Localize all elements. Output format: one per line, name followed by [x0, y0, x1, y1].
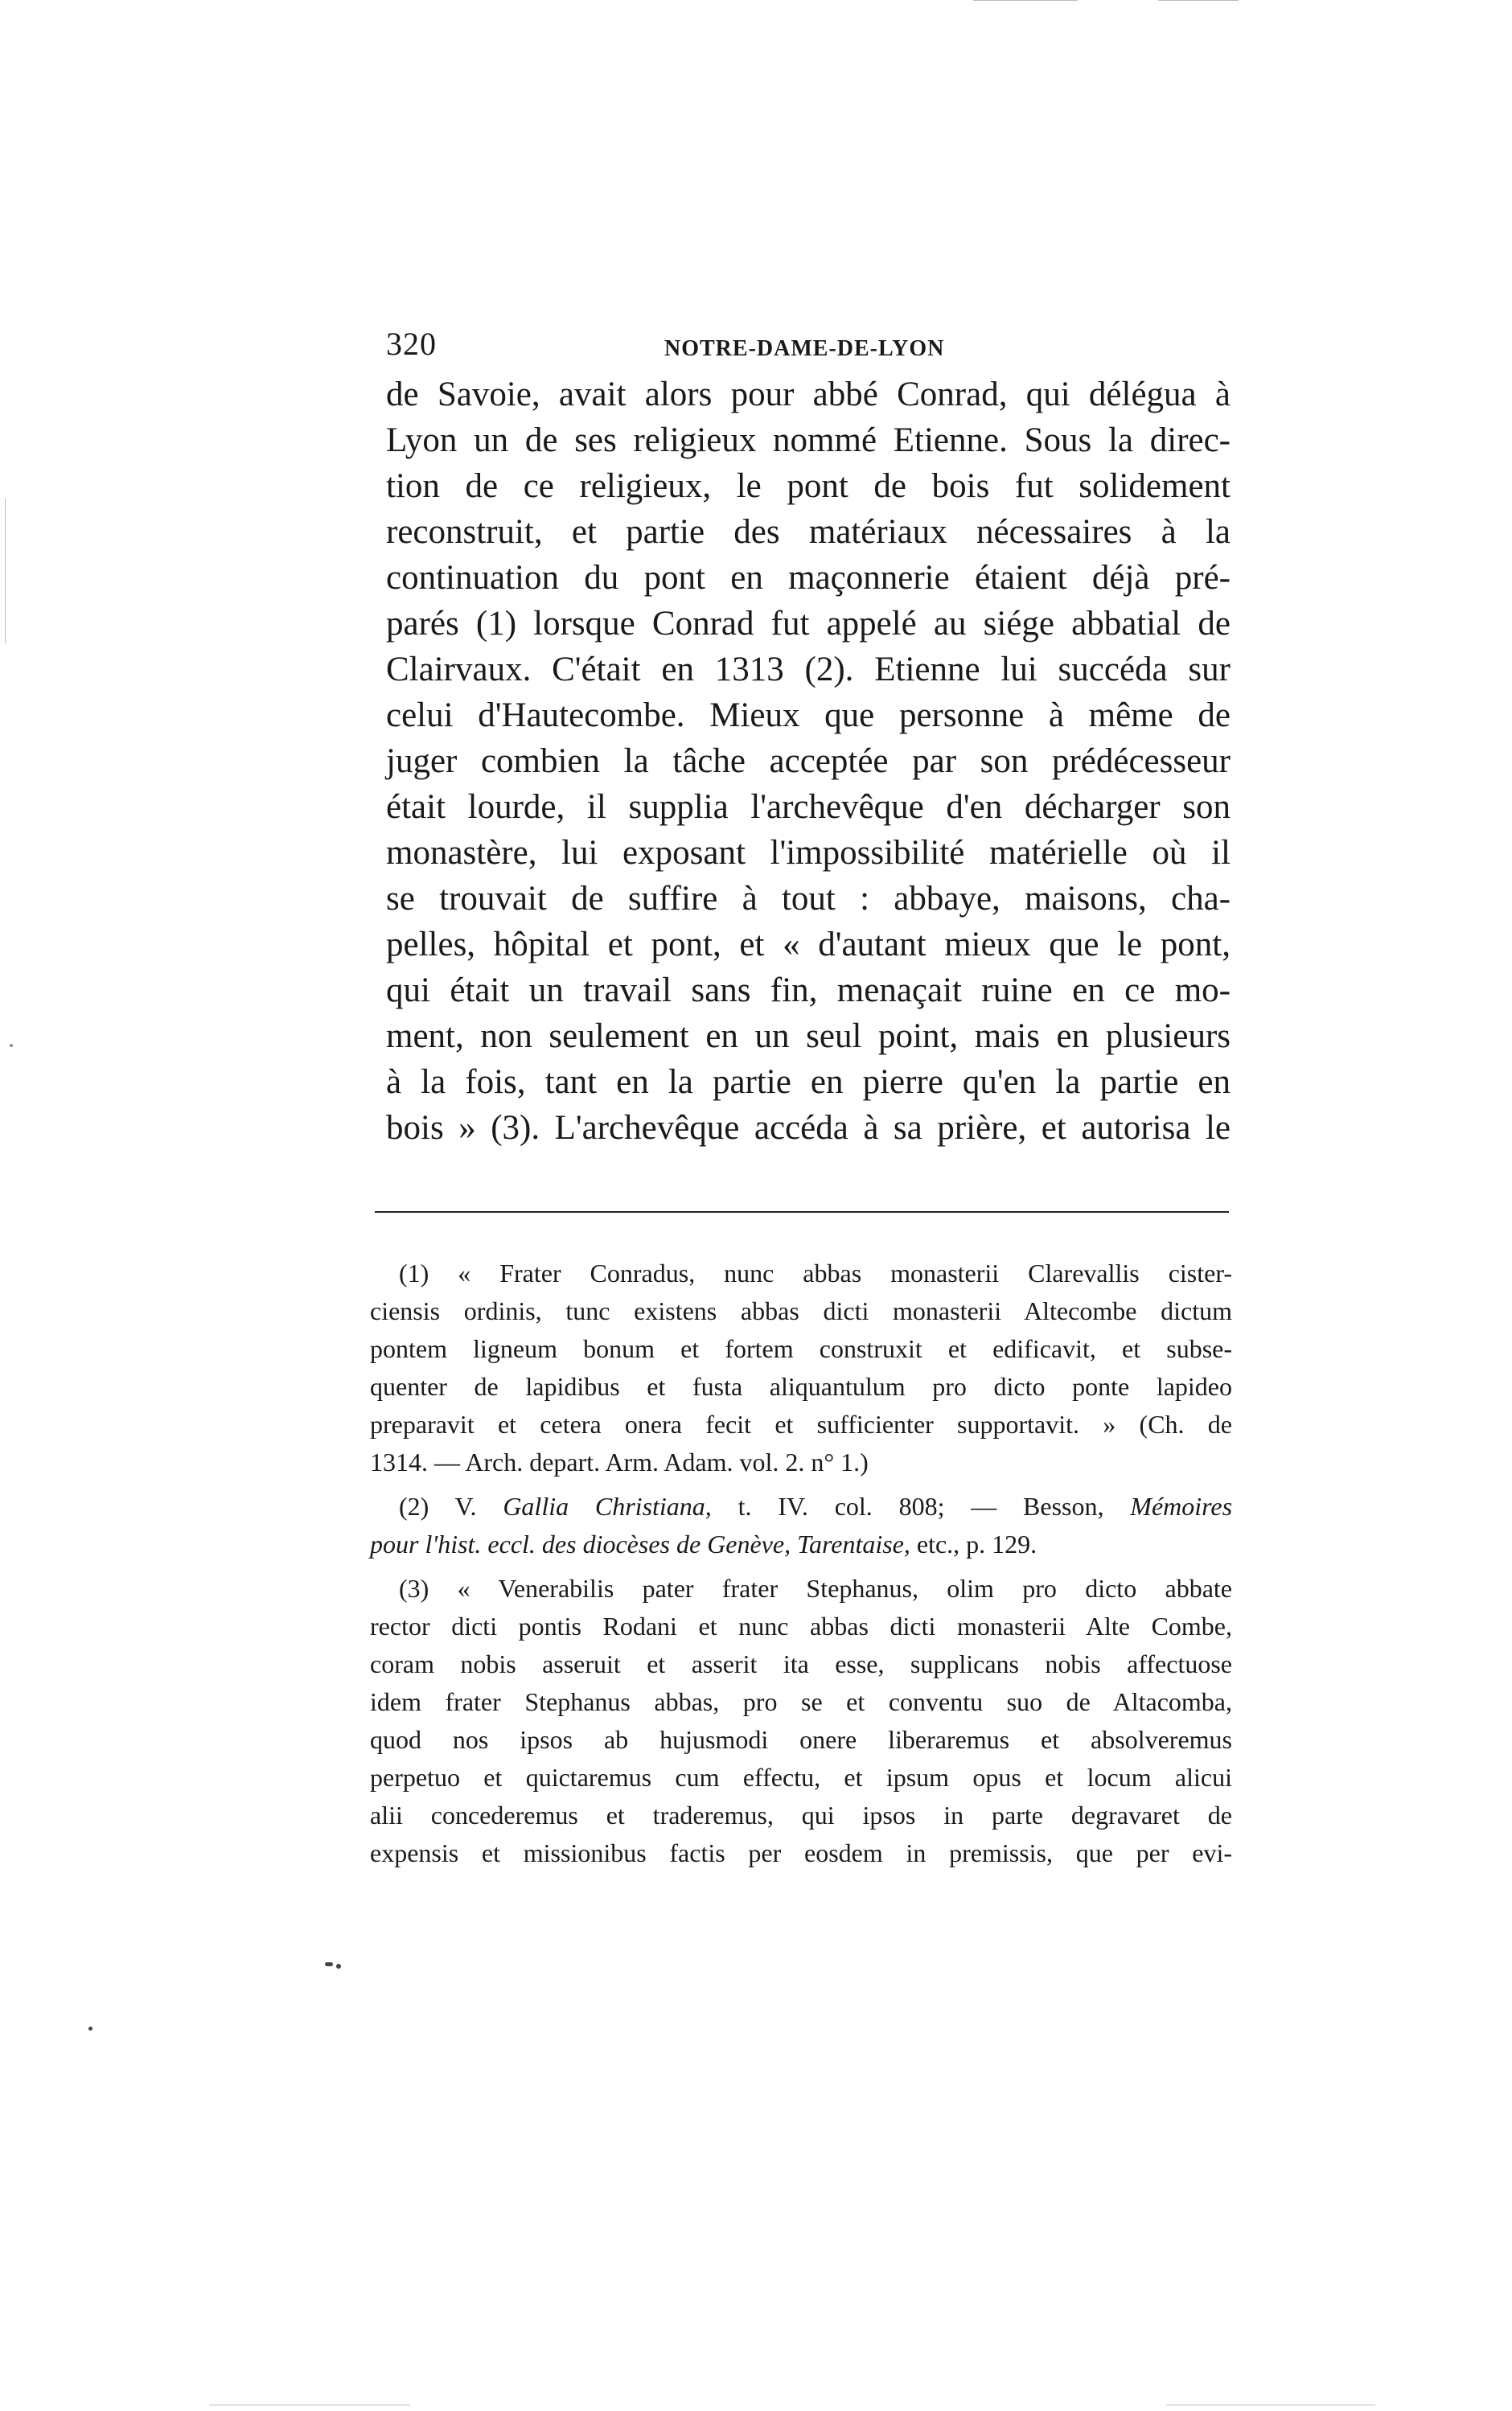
footnote-line: [370, 1526, 1232, 1563]
body-text: [386, 372, 1231, 1151]
footnote-1: [370, 1255, 1232, 1481]
body-line: se trouvait de suffire à tout : abbaye, maisons, cha-: [386, 880, 1231, 918]
footnote-line: 1314. — Arch. depart. Arm. Adam. vol. 2. n° 1.): [370, 1448, 869, 1477]
footnote-line: idem frater Stephanus abbas, pro se et conventu suo de Altacomba,: [370, 1687, 1232, 1716]
body-line: reconstruit, et partie des matériaux nécessaires à la: [386, 513, 1231, 551]
body-line: Clairvaux. C'était en 1313 (2). Etienne lui succéda sur: [386, 651, 1231, 688]
footnote-line: ciensis ordinis, tunc existens abbas dicti monasterii Altecombe dictum: [370, 1296, 1232, 1325]
footnote-2: [370, 1488, 1232, 1563]
footnote-line: coram nobis asseruit et asserit ita esse, supplicans nobis affectuose: [370, 1649, 1232, 1678]
body-line: de Savoie, avait alors pour abbé Conrad, qui délégua à: [386, 376, 1231, 413]
body-line: tion de ce religieux, le pont de bois fut solidement: [386, 467, 1231, 505]
footnote-line: pontem ligneum bonum et fortem construxit et edificavit, et subse-: [370, 1334, 1232, 1363]
footnote-line: perpetuo et quictaremus cum effectu, et ipsum opus et locum alicui: [370, 1763, 1232, 1792]
running-head: [386, 325, 1231, 373]
footnote-line: preparavit et cetera onera fecit et sufficienter supportavit. » (Ch. de: [370, 1410, 1232, 1439]
footnote-separator: [375, 1211, 1229, 1213]
footnote-3: [370, 1570, 1232, 1872]
footnote-2-memoires: Mémoires: [1130, 1492, 1233, 1521]
footnote-2-number: (2) V.: [399, 1492, 477, 1521]
footnote-line: rector dicti pontis Rodani et nunc abbas dicti monasterii Alte Combe,: [370, 1612, 1232, 1641]
body-line: à la fois, tant en la partie en pierre qu'en la partie en: [386, 1063, 1231, 1101]
body-line: monastère, lui exposant l'impossibilité matérielle où il: [386, 834, 1231, 872]
body-line: qui était un travail sans fin, menaçait ruine en ce mo-: [386, 971, 1231, 1009]
footnote-line: (1) « Frater Conradus, nunc abbas monasterii Clarevallis cister-: [399, 1259, 1232, 1288]
ink-speck: [336, 1964, 341, 1969]
scan-edge-mark: [5, 499, 6, 643]
body-line: pelles, hôpital et pont, et « d'autant mieux que le pont,: [386, 926, 1231, 963]
body-line: bois » (3). L'archevêque accéda à sa prière, et autorisa le: [386, 1109, 1231, 1147]
body-line: continuation du pont en maçonnerie étaient déjà pré-: [386, 559, 1231, 597]
footnote-line: expensis et missionibus factis per eosdem in premissis, que per evi-: [370, 1838, 1232, 1867]
footnote-line: quod nos ipsos ab hujusmodi onere liberaremus et absolveremus: [370, 1725, 1232, 1754]
page-number: 320: [386, 326, 437, 362]
footnote-2-title: Gallia Christiana,: [503, 1492, 712, 1521]
ink-speck: [88, 2027, 92, 2031]
body-line: juger combien la tâche acceptée par son prédécesseur: [386, 742, 1231, 780]
footnote-2-reference: t. IV. col. 808; — Besson,: [738, 1492, 1104, 1521]
footnote-line: quenter de lapidibus et fusta aliquantulum pro dicto ponte lapideo: [370, 1372, 1232, 1401]
body-line: ment, non seulement en un seul point, mais en plusieurs: [386, 1017, 1231, 1055]
body-line: parés (1) lorsque Conrad fut appelé au siége abbatial de: [386, 605, 1231, 643]
ink-speck: [325, 1962, 333, 1966]
scan-edge-mark: [1158, 0, 1239, 1]
footnote-2-tail: etc., p. 129.: [916, 1530, 1037, 1559]
body-line: celui d'Hautecombe. Mieux que personne à même de: [386, 696, 1231, 734]
body-line: Lyon un de ses religieux nommé Etienne. Sous la direc-: [386, 421, 1231, 459]
footnote-2-subtitle: pour l'hist. eccl. des diocèses de Genève, Tarentaise,: [370, 1530, 910, 1559]
body-line: était lourde, il supplia l'archevêque d'en décharger son: [386, 788, 1231, 826]
footnotes: [370, 1255, 1232, 1879]
scan-edge-mark: [973, 0, 1078, 1]
footnote-line: alii concederemus et traderemus, qui ipsos in parte degravaret de: [370, 1801, 1232, 1830]
footnote-line: [370, 1488, 1232, 1526]
footnote-line: (3) « Venerabilis pater frater Stephanus, olim pro dicto abbate: [399, 1574, 1232, 1603]
running-title: NOTRE-DAME-DE-LYON: [664, 336, 945, 361]
ink-speck: [10, 1044, 13, 1047]
